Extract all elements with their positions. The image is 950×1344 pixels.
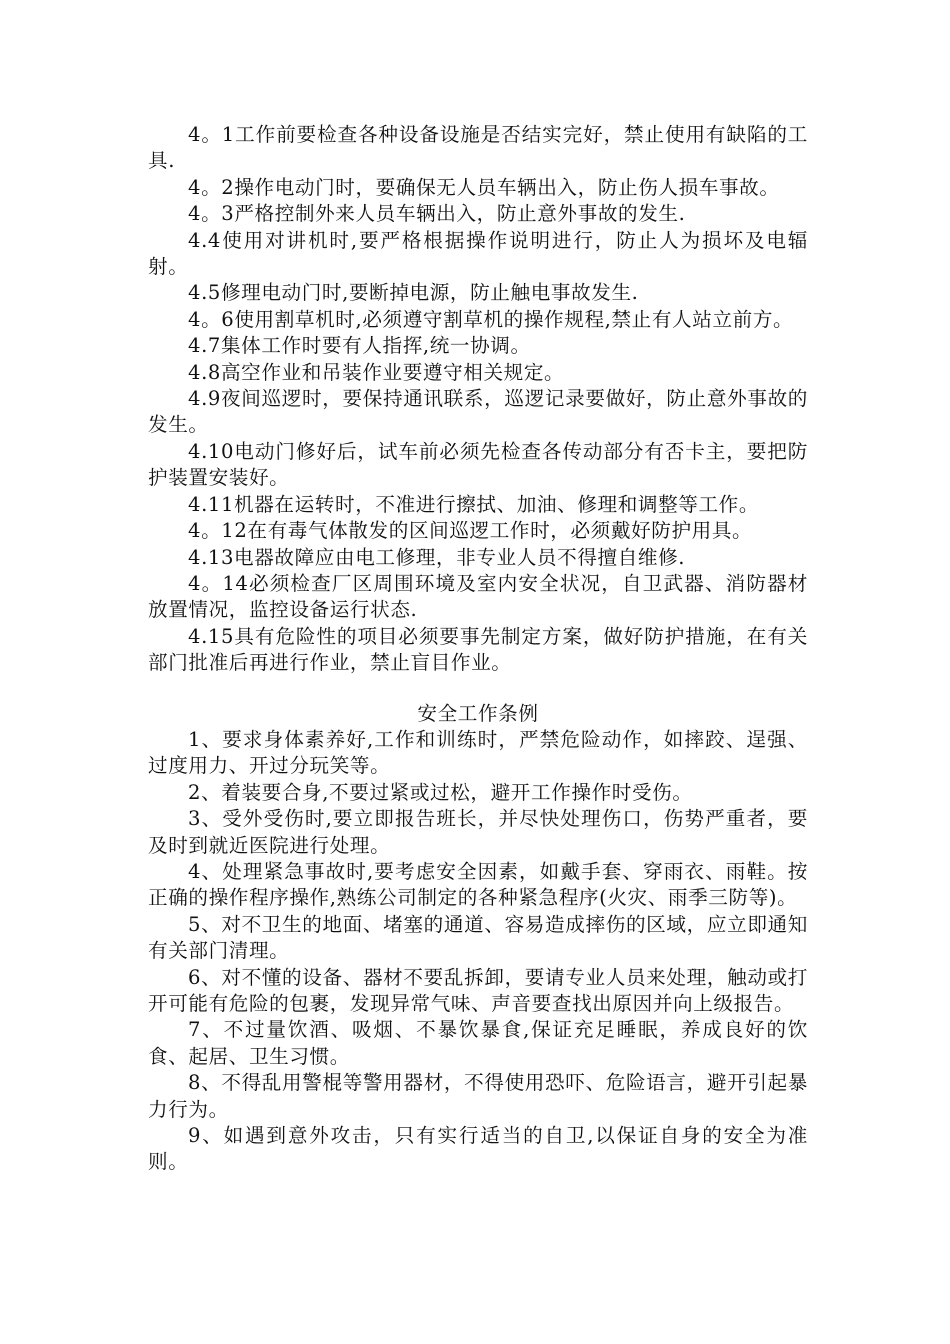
rule-4-6: 4。6使用割草机时,必须遵守割草机的操作规程,禁止有人站立前方。 (188, 307, 794, 331)
regulation-7: 7、不过量饮酒、吸烟、不暴饮暴食,保证充足睡眠，养成良好的饮食、起居、卫生习惯。 (148, 1018, 808, 1068)
rule-4-12: 4。12在有毒气体散发的区间巡逻工作时，必须戴好防护用具。 (188, 519, 753, 543)
document-page (148, 122, 808, 1176)
regulation-5: 5、对不卫生的地面、堵塞的通道、容易造成摔伤的区域，应立即通知有关部门清理。 (148, 912, 808, 963)
rule-4-5: 4.5修理电动门时,要断掉电源，防止触电事故发生. (188, 281, 639, 305)
rule-4-3: 4。3严格控制外来人员车辆出入，防止意外事故的发生. (188, 202, 686, 226)
regulation-9: 9、如遇到意外攻击，只有实行适当的自卫,以保证自身的安全为准则。 (148, 1124, 808, 1174)
rule-4-14: 4。14必须检查厂区周围环境及室内安全状况，自卫武器、消防器材放置情况，监控设备运行状态. (148, 571, 808, 622)
rule-4-7: 4.7集体工作时要有人指挥,统一协调。 (188, 334, 531, 358)
rule-4-8: 4.8高空作业和吊装作业要遵守相关规定。 (188, 360, 565, 384)
safety-rules-section (148, 122, 808, 677)
rule-4-2: 4。2操作电动门时，要确保无人员车辆出入，防止伤人损车事故。 (188, 175, 780, 199)
safety-regulations-section (148, 727, 808, 1176)
rule-4-9: 4.9夜间巡逻时，要保持通讯联系，巡逻记录要做好，防止意外事故的发生。 (148, 387, 808, 437)
regulation-2: 2、着装要合身,不要过紧或过松，避开工作操作时受伤。 (188, 780, 693, 804)
regulation-8: 8、不得乱用警棍等警用器材，不得使用恐吓、危险语言，避开引起暴力行为。 (148, 1071, 808, 1121)
section-title: 安全工作条例 (417, 701, 539, 725)
regulation-4: 4、处理紧急事故时,要考虑安全因素，如戴手套、穿雨衣、雨鞋。按正确的操作程序操作,熟练公司制定的各种紧急程序(火灾、雨季三防等)。 (148, 859, 808, 910)
regulation-1: 1、要求身体素养好,工作和训练时，严禁危险动作，如摔跤、逞强、过度用力、开过分玩笑等。 (148, 727, 808, 778)
rule-4-4: 4.4使用对讲机时,要严格根据操作说明进行，防止人为损坏及电辐射。 (148, 228, 808, 279)
rule-4-13: 4.13电器故障应由电工修理，非专业人员不得擅自维修. (188, 545, 686, 569)
regulation-3: 3、受外受伤时,要立即报告班长，并尽快处理伤口，伤势严重者，要及时到就近医院进行处理。 (148, 807, 808, 857)
rule-4-1: 4。1工作前要检查各种设备设施是否结实完好，禁止使用有缺陷的工具. (148, 123, 808, 173)
rule-4-11: 4.11机器在运转时，不准进行擦拭、加油、修理和调整等工作。 (188, 492, 760, 516)
rule-4-10: 4.10电动门修好后，试车前必须先检查各传动部分有否卡主，要把防护装置安装好。 (148, 439, 808, 490)
regulation-6: 6、对不懂的设备、器材不要乱拆卸，要请专业人员来处理，触动或打开可能有危险的包裹，发现异常气味、声音要查找出原因并向上级报告。 (148, 965, 808, 1015)
rule-4-15: 4.15具有危险性的项目必须要事先制定方案，做好防护措施，在有关部门批准后再进行作业，禁止盲目作业。 (148, 624, 808, 675)
